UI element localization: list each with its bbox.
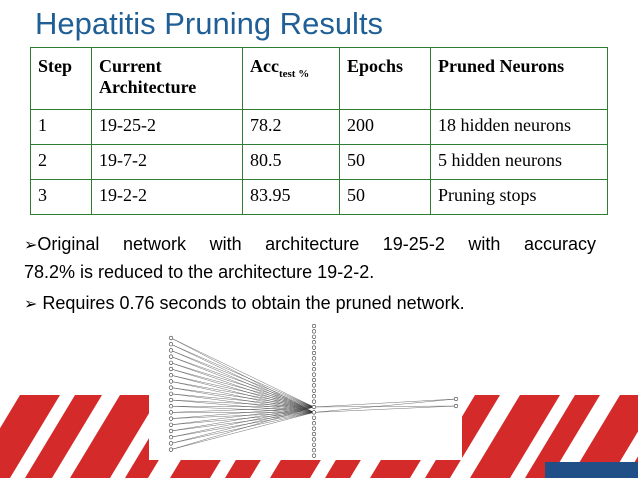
- input-neuron: [169, 392, 173, 396]
- hidden-neuron: [312, 384, 316, 388]
- cell-accuracy: 83.95: [243, 180, 340, 215]
- input-neuron: [169, 342, 173, 346]
- hidden-neuron: [312, 448, 316, 452]
- hidden-neuron: [312, 411, 316, 415]
- cell-step: 2: [31, 145, 92, 180]
- header-architecture-line1: Current: [99, 56, 162, 76]
- header-architecture-line2: Architecture: [99, 77, 197, 97]
- cell-pruned: Pruning stops: [431, 180, 608, 215]
- hidden-neuron: [312, 427, 316, 431]
- output-neuron: [454, 397, 458, 401]
- bullet-1-text-b: 78.2% is reduced to the architecture 19-2-2.: [24, 262, 375, 282]
- cell-epochs: 50: [340, 145, 431, 180]
- bullet-original-network: [24, 231, 596, 285]
- header-epochs: Epochs: [340, 48, 431, 110]
- input-neuron: [169, 380, 173, 384]
- table-row: [31, 145, 608, 180]
- hidden-neuron: [312, 389, 316, 393]
- arrow-bullet-icon: ➢: [24, 296, 38, 313]
- input-neuron: [169, 417, 173, 421]
- hidden-neuron: [312, 378, 316, 382]
- cell-epochs: 50: [340, 180, 431, 215]
- input-neuron: [169, 398, 173, 402]
- input-neuron: [169, 429, 173, 433]
- hidden-neuron: [312, 394, 316, 398]
- bullet-1-text-a: Original network with architecture 19-25-2 with accuracy: [37, 234, 596, 254]
- network-connection: [171, 407, 314, 419]
- arrow-bullet-icon: ➢: [24, 237, 38, 254]
- network-connection: [171, 357, 314, 407]
- network-connection: [171, 375, 314, 407]
- network-connection: [171, 412, 314, 449]
- hidden-neuron: [312, 330, 316, 334]
- hidden-neuron: [312, 421, 316, 425]
- cell-step: 3: [31, 180, 92, 215]
- network-diagram: [149, 322, 462, 460]
- header-acc-label: Acc: [250, 56, 279, 76]
- hidden-neuron: [312, 438, 316, 442]
- cell-architecture: 19-2-2: [92, 180, 243, 215]
- table-row: [31, 180, 608, 215]
- hidden-neuron: [312, 362, 316, 366]
- network-connection: [171, 412, 314, 437]
- results-table: [30, 47, 608, 215]
- hidden-neuron: [312, 324, 316, 328]
- hidden-neuron: [312, 351, 316, 355]
- input-neuron: [169, 411, 173, 415]
- cell-pruned: 18 hidden neurons: [431, 110, 608, 145]
- input-neuron: [169, 355, 173, 359]
- header-step: Step: [31, 48, 92, 110]
- hidden-neuron: [312, 346, 316, 350]
- hidden-neuron: [312, 400, 316, 404]
- slide-title: Hepatitis Pruning Results: [35, 6, 384, 41]
- hidden-neuron: [312, 405, 316, 409]
- input-neuron: [169, 336, 173, 340]
- hidden-neuron: [312, 416, 316, 420]
- hidden-neuron: [312, 432, 316, 436]
- table-row: [31, 110, 608, 145]
- network-connection: [171, 369, 314, 407]
- bullet-pruning-time: [24, 290, 465, 318]
- network-connection: [171, 350, 314, 407]
- hidden-neuron: [312, 335, 316, 339]
- bullet-2-text: Requires 0.76 seconds to obtain the pruned network.: [37, 293, 465, 313]
- header-pruned-neurons: Pruned Neurons: [431, 48, 608, 110]
- header-architecture: [92, 48, 243, 110]
- hidden-neuron: [312, 454, 316, 458]
- hidden-neuron: [312, 373, 316, 377]
- cell-pruned: 5 hidden neurons: [431, 145, 608, 180]
- input-neuron: [169, 448, 173, 452]
- input-neuron: [169, 367, 173, 371]
- input-neuron: [169, 386, 173, 390]
- input-neuron: [169, 442, 173, 446]
- hidden-neuron: [312, 367, 316, 371]
- cell-accuracy: 80.5: [243, 145, 340, 180]
- table-header-row: [31, 48, 608, 110]
- header-acc-subscript: test %: [278, 68, 310, 80]
- hidden-neuron: [312, 340, 316, 344]
- input-neuron: [169, 373, 173, 377]
- hidden-neuron: [312, 357, 316, 361]
- input-neuron: [169, 404, 173, 408]
- header-accuracy: [243, 48, 340, 110]
- cell-step: 1: [31, 110, 92, 145]
- output-neuron: [454, 404, 458, 408]
- network-connection: [171, 388, 314, 407]
- input-neuron: [169, 361, 173, 365]
- input-neuron: [169, 423, 173, 427]
- network-connection: [171, 412, 314, 424]
- cell-accuracy: 78.2: [243, 110, 340, 145]
- cell-epochs: 200: [340, 110, 431, 145]
- cell-architecture: 19-25-2: [92, 110, 243, 145]
- bullet-line-1: [24, 231, 596, 259]
- network-connection: [171, 412, 314, 443]
- hidden-neuron: [312, 443, 316, 447]
- network-connection: [171, 407, 314, 431]
- corner-accent: [545, 462, 638, 478]
- cell-architecture: 19-7-2: [92, 145, 243, 180]
- input-neuron: [169, 349, 173, 353]
- input-neuron: [169, 435, 173, 439]
